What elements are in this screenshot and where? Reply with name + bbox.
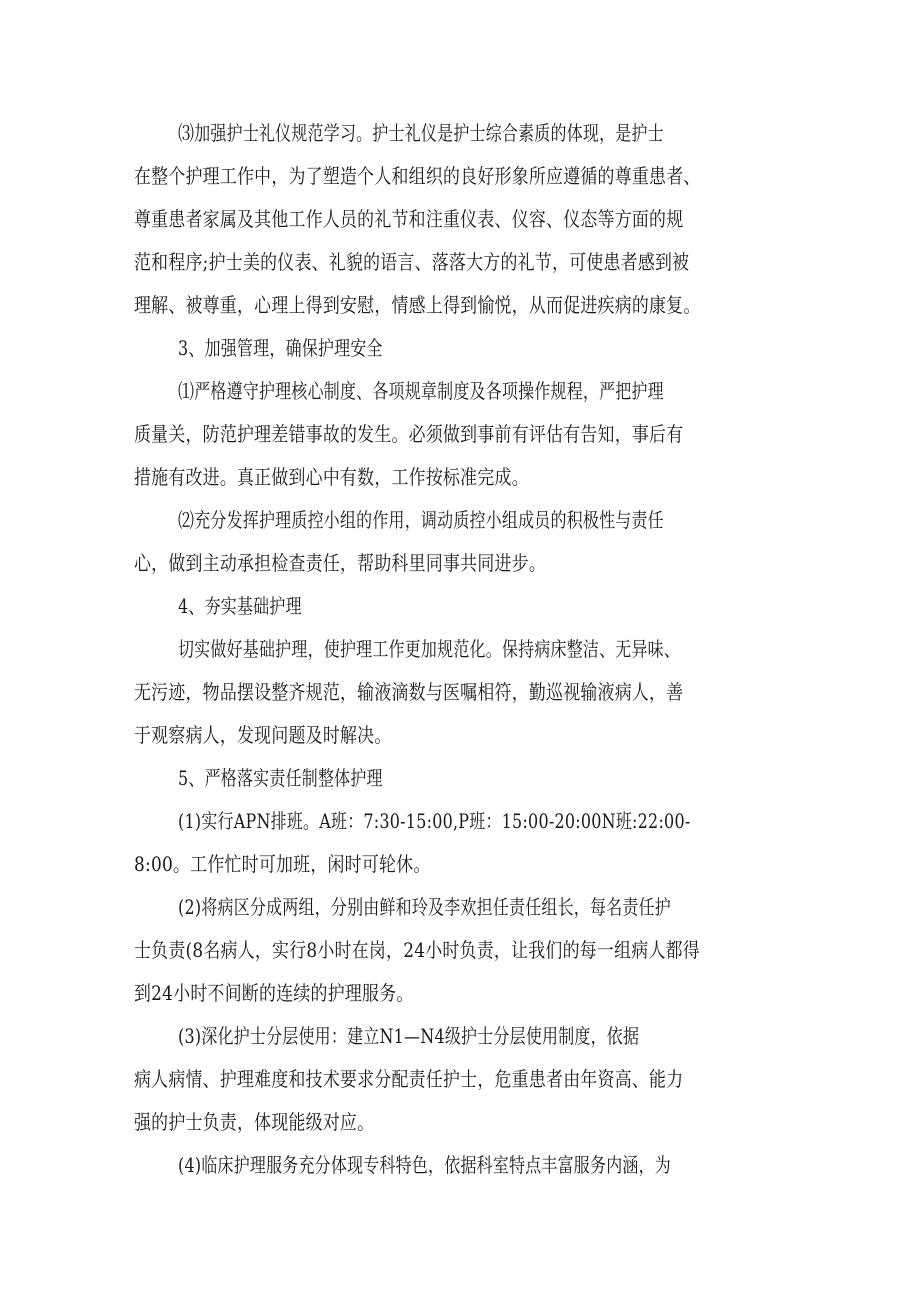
text-line: 于观察病人，发现问题及时解决。	[134, 723, 392, 747]
section-heading: 4、夯实基础护理	[178, 594, 302, 618]
text-line: 到24小时不间断的连续的护理服务。	[134, 981, 414, 1005]
text-line: 尊重患者家属及其他工作人员的礼节和注重仪表、仪容、仪态等方面的规	[134, 207, 684, 231]
text-line: (3)深化护士分层使用：建立N1—N4级护士分层使用制度，依据	[178, 1024, 640, 1048]
text-line: 心，做到主动承担检查责任，帮助科里同事共同进步。	[134, 551, 547, 575]
text-line: 范和程序;护士美的仪表、礼貌的语言、落落大方的礼节，可使患者感到被	[134, 250, 690, 274]
text-line: ⑶加强护士礼仪规范学习。护士礼仪是护士综合素质的体现，是护士	[178, 121, 664, 145]
text-line: 在整个护理工作中，为了塑造个人和组织的良好形象所应遵循的尊重患者、	[134, 164, 701, 188]
text-line: 质量关，防范护理差错事故的发生。必须做到事前有评估有告知，事后有	[134, 422, 684, 446]
text-line: ⑵充分发挥护理质控小组的作用，调动质控小组成员的积极性与责任	[178, 508, 664, 532]
text-line: ⑴严格遵守护理核心制度、各项规章制度及各项操作规程，严把护理	[178, 379, 664, 403]
text-line: (4)临床护理服务充分体现专科特色，依据科室特点丰富服务内涵，为	[178, 1153, 671, 1177]
section-heading: 3、加强管理，确保护理安全	[178, 336, 383, 360]
text-line: (2)将病区分成两组，分别由鲜和玲及李欢担任责任组长，每名责任护	[178, 895, 671, 919]
text-line: 8:00。工作忙时可加班，闲时可轮休。	[134, 852, 431, 876]
text-line: 士负责(8名病人，实行8小时在岗，24小时负责，让我们的每一组病人都得	[134, 938, 700, 962]
text-line: (1)实行APN排班。A班：7:30-15:00,P班：15:00-20:00N班:22:00-	[178, 809, 691, 833]
text-line: 病人病情、护理难度和技术要求分配责任护士，危重患者由年资高、能力	[134, 1067, 684, 1091]
section-heading: 5、严格落实责任制整体护理	[178, 766, 383, 790]
text-line: 措施有改进。真正做到心中有数，工作按标准完成。	[134, 465, 529, 489]
text-line: 切实做好基础护理，使护理工作更加规范化。保持病床整洁、无异味、	[178, 637, 681, 661]
text-line: 理解、被尊重，心理上得到安慰，情感上得到愉悦，从而促进疾病的康复。	[134, 293, 701, 317]
text-line: 无污迹，物品摆设整齐规范，输液滴数与医嘱相符，勤巡视输液病人，善	[134, 680, 684, 704]
text-line: 强的护士负责，体现能级对应。	[134, 1110, 375, 1134]
